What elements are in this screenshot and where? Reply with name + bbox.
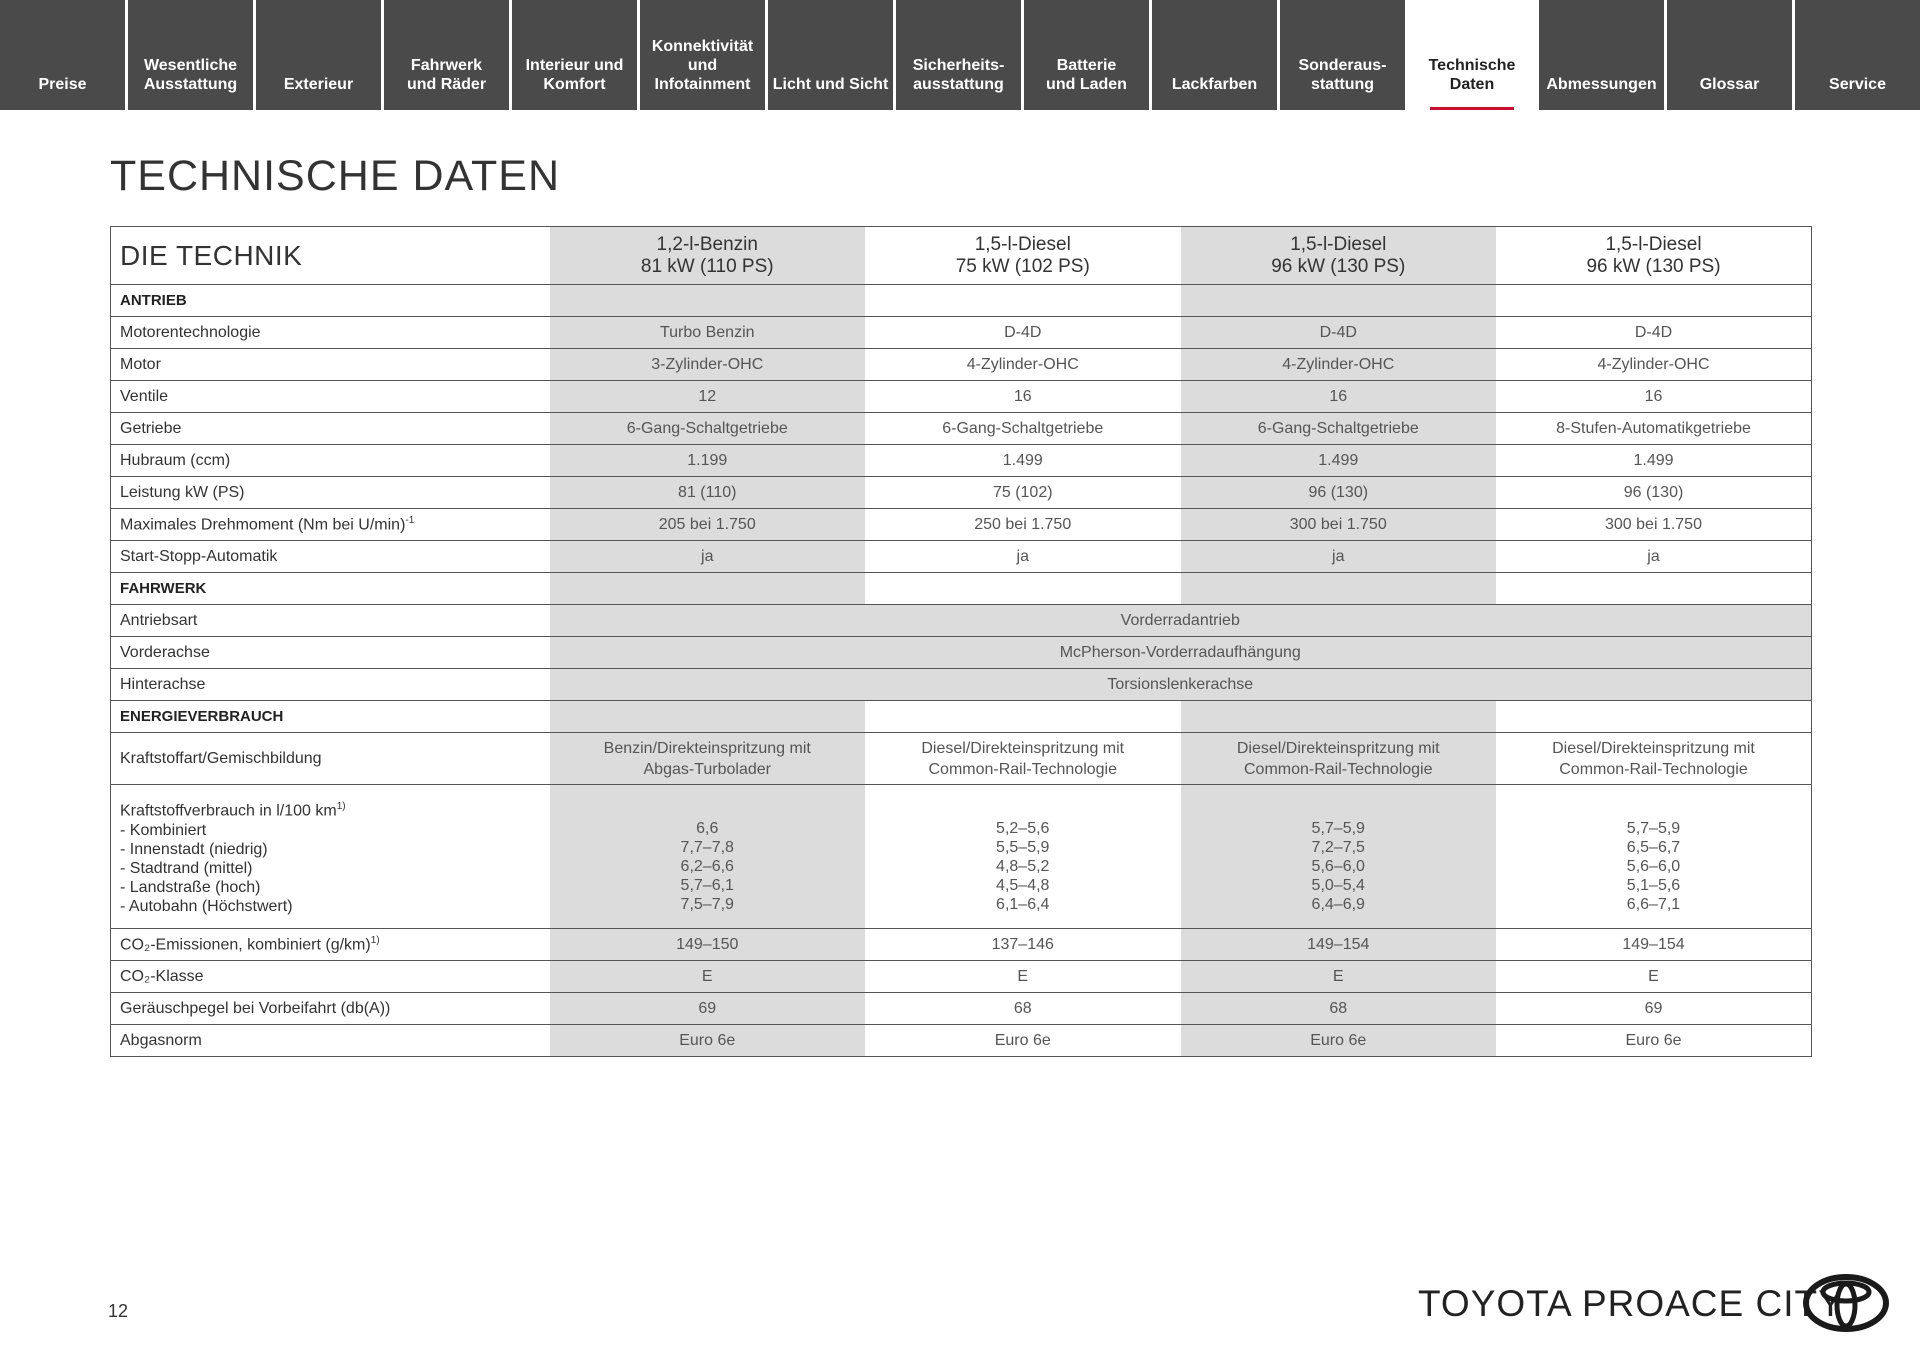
- tab-wesentliche-ausstattung[interactable]: Wesentliche Ausstattung: [128, 0, 253, 110]
- row-label: Leistung kW (PS): [111, 477, 550, 509]
- section-row: [111, 701, 1812, 733]
- table-row: [111, 1025, 1812, 1057]
- cell-value: Euro 6e: [550, 1025, 866, 1057]
- tab-glossar[interactable]: Glossar: [1667, 0, 1792, 110]
- row-label: Motorentechnologie: [111, 317, 550, 349]
- tab-exterieur[interactable]: Exterieur: [256, 0, 381, 110]
- section-row: [111, 573, 1812, 605]
- cell-value: Euro 6e: [1496, 1025, 1812, 1057]
- cell-value: 16: [1181, 381, 1497, 413]
- table-row: [111, 477, 1812, 509]
- cell-value: 68: [1181, 993, 1497, 1025]
- cell-value: 69: [550, 993, 866, 1025]
- column-header: 1,5-l-Diesel 96 kW (130 PS): [1496, 227, 1812, 285]
- row-label: Vorderachse: [111, 637, 550, 669]
- cell-value: 5,7–5,9 6,5–6,7 5,6–6,0 5,1–5,6 6,6–7,1: [1496, 785, 1812, 929]
- table-row: [111, 349, 1812, 381]
- cell-value: D-4D: [865, 317, 1181, 349]
- cell-value: 96 (130): [1496, 477, 1812, 509]
- table-row: [111, 605, 1812, 637]
- table-row: [111, 993, 1812, 1025]
- cell-value: 96 (130): [1181, 477, 1497, 509]
- cell-value: 6-Gang-Schaltgetriebe: [1181, 413, 1497, 445]
- cell-value: 300 bei 1.750: [1496, 509, 1812, 541]
- cell-value: 6-Gang-Schaltgetriebe: [550, 413, 866, 445]
- column-header: 1,5-l-Diesel 75 kW (102 PS): [865, 227, 1181, 285]
- table-title: DIE TECHNIK: [111, 227, 550, 285]
- cell-value: E: [1181, 961, 1497, 993]
- table-row: [111, 509, 1812, 541]
- brand-name: TOYOTA PROACE CITY: [1418, 1283, 1844, 1324]
- cell-value: 16: [865, 381, 1181, 413]
- tab-interieur-und-komfort[interactable]: Interieur und Komfort: [512, 0, 637, 110]
- cell-value: 4-Zylinder-OHC: [1181, 349, 1497, 381]
- cell-value: Diesel/Direkteinspritzung mit Common-Rail-Technologie: [865, 733, 1181, 785]
- section-heading: ANTRIEB: [111, 285, 550, 317]
- cell-value: ja: [1181, 541, 1497, 573]
- cell-value: 300 bei 1.750: [1181, 509, 1497, 541]
- table-row: [111, 961, 1812, 993]
- tab-licht-und-sicht[interactable]: Licht und Sicht: [768, 0, 893, 110]
- tab-lackfarben[interactable]: Lackfarben: [1152, 0, 1277, 110]
- row-label: Getriebe: [111, 413, 550, 445]
- row-label: Antriebsart: [111, 605, 550, 637]
- cell-value: Euro 6e: [865, 1025, 1181, 1057]
- tab-batterie-und-laden[interactable]: Batterie und Laden: [1024, 0, 1149, 110]
- cell-value: 75 (102): [865, 477, 1181, 509]
- cell-value: 4-Zylinder-OHC: [1496, 349, 1812, 381]
- cell-value: Euro 6e: [1181, 1025, 1497, 1057]
- cell-value: 250 bei 1.750: [865, 509, 1181, 541]
- row-label: CO₂-Klasse: [111, 961, 550, 993]
- tab-konnektivitaet[interactable]: Konnektivität und Infotainment: [640, 0, 765, 110]
- column-header: 1,5-l-Diesel 96 kW (130 PS): [1181, 227, 1497, 285]
- cell-value: ja: [865, 541, 1181, 573]
- tab-service[interactable]: Service: [1795, 0, 1920, 110]
- table-row: [111, 733, 1812, 785]
- cell-value: 149–154: [1181, 929, 1497, 961]
- cell-value: McPherson-Vorderradaufhängung: [550, 637, 1812, 669]
- cell-value: 69: [1496, 993, 1812, 1025]
- row-label: Abgasnorm: [111, 1025, 550, 1057]
- cell-value: Diesel/Direkteinspritzung mit Common-Rail-Technologie: [1496, 733, 1812, 785]
- cell-value: 137–146: [865, 929, 1181, 961]
- cell-value: 1.199: [550, 445, 866, 477]
- row-label: CO₂-Emissionen, kombiniert $(g/km)^{1)}$: [111, 929, 550, 961]
- cell-value: Benzin/Direkteinspritzung mit Abgas-Turbolader: [550, 733, 866, 785]
- tab-fahrwerk-und-raeder[interactable]: Fahrwerk und Räder: [384, 0, 509, 110]
- cell-value: 1.499: [865, 445, 1181, 477]
- cell-value: 3-Zylinder-OHC: [550, 349, 866, 381]
- cell-value: 16: [1496, 381, 1812, 413]
- row-label: Kraftstoffverbrauch in l/100 $km^{1)}$ - Kombiniert - Innenstadt (niedrig) - Stadtrand (mittel) - Landstraße (hoch) - Autobahn (Höchstwert): [111, 785, 550, 929]
- table-row: [111, 541, 1812, 573]
- row-label: Start-Stopp-Automatik: [111, 541, 550, 573]
- section-heading: FAHRWERK: [111, 573, 550, 605]
- cell-value: 205 bei 1.750: [550, 509, 866, 541]
- table-row: [111, 929, 1812, 961]
- tab-sonderausstattung[interactable]: Sonderaus- stattung: [1280, 0, 1405, 110]
- row-label: Geräuschpegel bei Vorbeifahrt (db(A)): [111, 993, 550, 1025]
- table-header-row: [111, 227, 1812, 285]
- cell-value: Turbo Benzin: [550, 317, 866, 349]
- table-row: [111, 445, 1812, 477]
- table-row: [111, 637, 1812, 669]
- table-row: [111, 381, 1812, 413]
- cell-value: E: [865, 961, 1181, 993]
- tab-preise[interactable]: Preise: [0, 0, 125, 110]
- cell-value: 5,2–5,6 5,5–5,9 4,8–5,2 4,5–4,8 6,1–6,4: [865, 785, 1181, 929]
- cell-value: Vorderradantrieb: [550, 605, 1812, 637]
- cell-value: Diesel/Direkteinspritzung mit Common-Rail-Technologie: [1181, 733, 1497, 785]
- row-label: Ventile: [111, 381, 550, 413]
- page-number: 12: [108, 1301, 129, 1321]
- technical-data-table: [110, 226, 1812, 1057]
- cell-value: 5,7–5,9 7,2–7,5 5,6–6,0 5,0–5,4 6,4–6,9: [1181, 785, 1497, 929]
- row-label: Motor: [111, 349, 550, 381]
- row-label: Hinterachse: [111, 669, 550, 701]
- table-row: [111, 669, 1812, 701]
- cell-value: 1.499: [1181, 445, 1497, 477]
- cell-value: 81 (110): [550, 477, 866, 509]
- cell-value: D-4D: [1181, 317, 1497, 349]
- top-navigation: [0, 0, 1920, 110]
- table-row: [111, 785, 1812, 929]
- cell-value: 8-Stufen-Automatikgetriebe: [1496, 413, 1812, 445]
- cell-value: 149–150: [550, 929, 866, 961]
- cell-value: 6,6 7,7–7,8 6,2–6,6 5,7–6,1 7,5–7,9: [550, 785, 866, 929]
- section-row: [111, 285, 1812, 317]
- row-label: Hubraum (ccm): [111, 445, 550, 477]
- cell-value: Torsionslenkerachse: [550, 669, 1812, 701]
- tab-sicherheitsausstattung[interactable]: Sicherheits- ausstattung: [896, 0, 1021, 110]
- cell-value: ja: [550, 541, 866, 573]
- toyota-logo-icon: [1802, 1273, 1890, 1333]
- cell-value: D-4D: [1496, 317, 1812, 349]
- tab-abmessungen[interactable]: Abmessungen: [1539, 0, 1664, 110]
- page-title: TECHNISCHE DATEN: [110, 152, 561, 200]
- cell-value: 4-Zylinder-OHC: [865, 349, 1181, 381]
- cell-value: 149–154: [1496, 929, 1812, 961]
- row-label: Kraftstoffart/Gemischbildung: [111, 733, 550, 785]
- cell-value: 6-Gang-Schaltgetriebe: [865, 413, 1181, 445]
- table-row: [111, 413, 1812, 445]
- cell-value: E: [550, 961, 866, 993]
- tab-technische-daten[interactable]: Technische Daten: [1408, 0, 1536, 110]
- cell-value: 1.499: [1496, 445, 1812, 477]
- section-heading: ENERGIEVERBRAUCH: [111, 701, 550, 733]
- cell-value: E: [1496, 961, 1812, 993]
- cell-value: 68: [865, 993, 1181, 1025]
- row-label: Maximales Drehmoment (Nm bei U/min)$^{-1}$: [111, 509, 550, 541]
- table-row: [111, 317, 1812, 349]
- cell-value: 12: [550, 381, 866, 413]
- cell-value: ja: [1496, 541, 1812, 573]
- column-header: 1,2-l-Benzin 81 kW (110 PS): [550, 227, 866, 285]
